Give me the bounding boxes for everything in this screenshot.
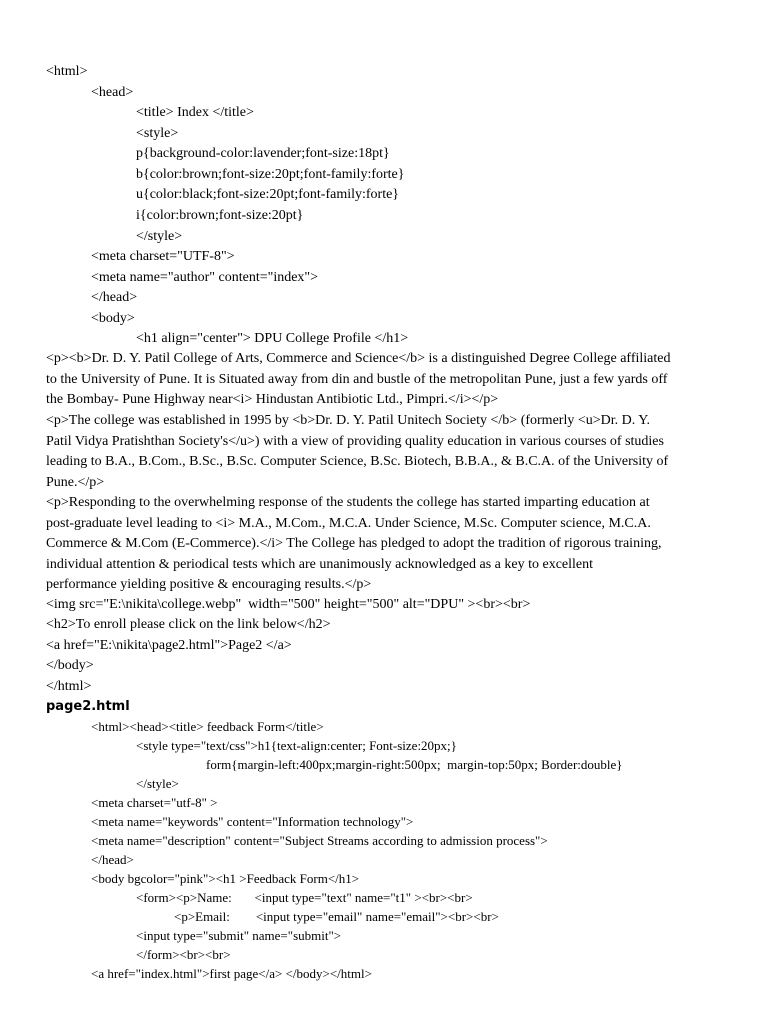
page2-line-meta-description: <meta name="description" content="Subject Streams according to admission process"> [91, 833, 548, 848]
paragraph-line: <p><b>Dr. D. Y. Patil College of Arts, Commerce and Science</b> is a distinguished Degree College affiliated [46, 351, 671, 366]
paragraph-line: <p>Responding to the overwhelming response of the students the college has started imparting education at [46, 495, 650, 510]
page2-line-name: <form><p>Name: <input type="text" name="t1" ><br><br> [136, 890, 473, 905]
code-paragraph-1 [46, 349, 736, 411]
code-line-style-close: </style> [136, 229, 183, 244]
page2-line-form-close: </form><br><br> [136, 947, 231, 962]
code-line-h1: <h1 align="center"> DPU College Profile </h1> [136, 331, 409, 346]
paragraph-line: to the University of Pune. It is Situated away from din and bustle of the metropolitan Pune, just a few yards off [46, 371, 668, 387]
page2-line-link: <a href="index.html">first page</a> </body></html> [91, 966, 372, 981]
page2-line-email: <p>Email: <input type="email" name="email"><br><br> [174, 909, 499, 924]
code-line-rule-u: u{color:black;font-size:20pt;font-family:forte} [136, 187, 400, 202]
paragraph-line: leading to B.A., B.Com., B.Sc., B.Sc. Computer Science, B.Sc. Biotech, B.B.A., & B.C.A. of the University of [46, 454, 669, 470]
code-line-meta-author: <meta name="author" content="index"> [91, 270, 319, 285]
code-paragraph-2 [46, 411, 736, 493]
code-line-rule-b: b{color:brown;font-size:20pt;font-family:forte} [136, 167, 405, 182]
page2-line-style: <style type="text/css">h1{text-align:center; Font-size:20px;} [136, 738, 457, 753]
paragraph-line: performance yielding positive & encouraging results.</p> [46, 577, 372, 593]
code-line-style-open: <style> [136, 126, 179, 141]
code-line-title: <title> Index </title> [136, 105, 254, 120]
code-line-head-close: </head> [91, 290, 138, 305]
code-line-h2: <h2>To enroll please click on the link below</h2> [46, 617, 331, 632]
page2-line-submit: <input type="submit" name="submit"> [136, 928, 342, 943]
code-line-rule-p: p{background-color:lavender;font-size:18pt} [136, 146, 390, 161]
page2-line-form-rule: form{margin-left:400px;margin-right:500px; margin-top:50px; Border:double} [206, 757, 623, 772]
page2-line-head-close: </head> [91, 852, 134, 867]
code-line-rule-i: i{color:brown;font-size:20pt} [136, 208, 304, 223]
page2-heading: page2.html [46, 699, 130, 714]
page2-line-meta-charset: <meta charset="utf-8" > [91, 795, 218, 810]
paragraph-line: Patil Vidya Pratishthan Society's</u>) with a view of providing quality education in various courses of studies [46, 433, 664, 449]
page2-line-style-close: </style> [136, 776, 179, 791]
paragraph-line: Commerce & M.Com (E-Commerce).</i> The College has pledged to adopt the tradition of rigorous training, [46, 536, 662, 552]
code-line-body-close: </body> [46, 658, 94, 673]
code-line-html-close: </html> [46, 679, 92, 694]
code-line-img: <img src="E:\nikita\college.webp" width="500" height="500" alt="DPU" ><br><br> [46, 597, 531, 612]
code-line-html-open: <html> [46, 64, 88, 79]
page2-line-body: <body bgcolor="pink"><h1 >Feedback Form</h1> [91, 871, 360, 886]
paragraph-line: post-graduate level leading to <i> M.A., M.Com., M.C.A. Under Science, M.Sc. Computer science, M.C.A. [46, 515, 651, 531]
code-paragraph-3 [46, 493, 736, 596]
code-line-head-open: <head> [91, 85, 134, 100]
paragraph-line: Pune.</p> [46, 474, 105, 490]
paragraph-line: <p>The college was established in 1995 by <b>Dr. D. Y. Patil Unitech Society </b> (formerly <u>Dr. D. Y. [46, 413, 651, 428]
paragraph-line: the Bombay- Pune Highway near<i> Hindustan Antibiotic Ltd., Pimpri.</i></p> [46, 392, 499, 408]
page2-line-meta-keywords: <meta name="keywords" content="Information technology"> [91, 814, 414, 829]
page2-line-head: <html><head><title> feedback Form</title> [91, 719, 324, 734]
paragraph-line: individual attention & periodical tests which are unanimously acknowledged as a key to excellent [46, 556, 594, 572]
code-line-meta-charset: <meta charset="UTF-8"> [91, 249, 235, 264]
code-line-link: <a href="E:\nikita\page2.html">Page2 </a> [46, 638, 292, 653]
code-line-body-open: <body> [91, 311, 135, 326]
